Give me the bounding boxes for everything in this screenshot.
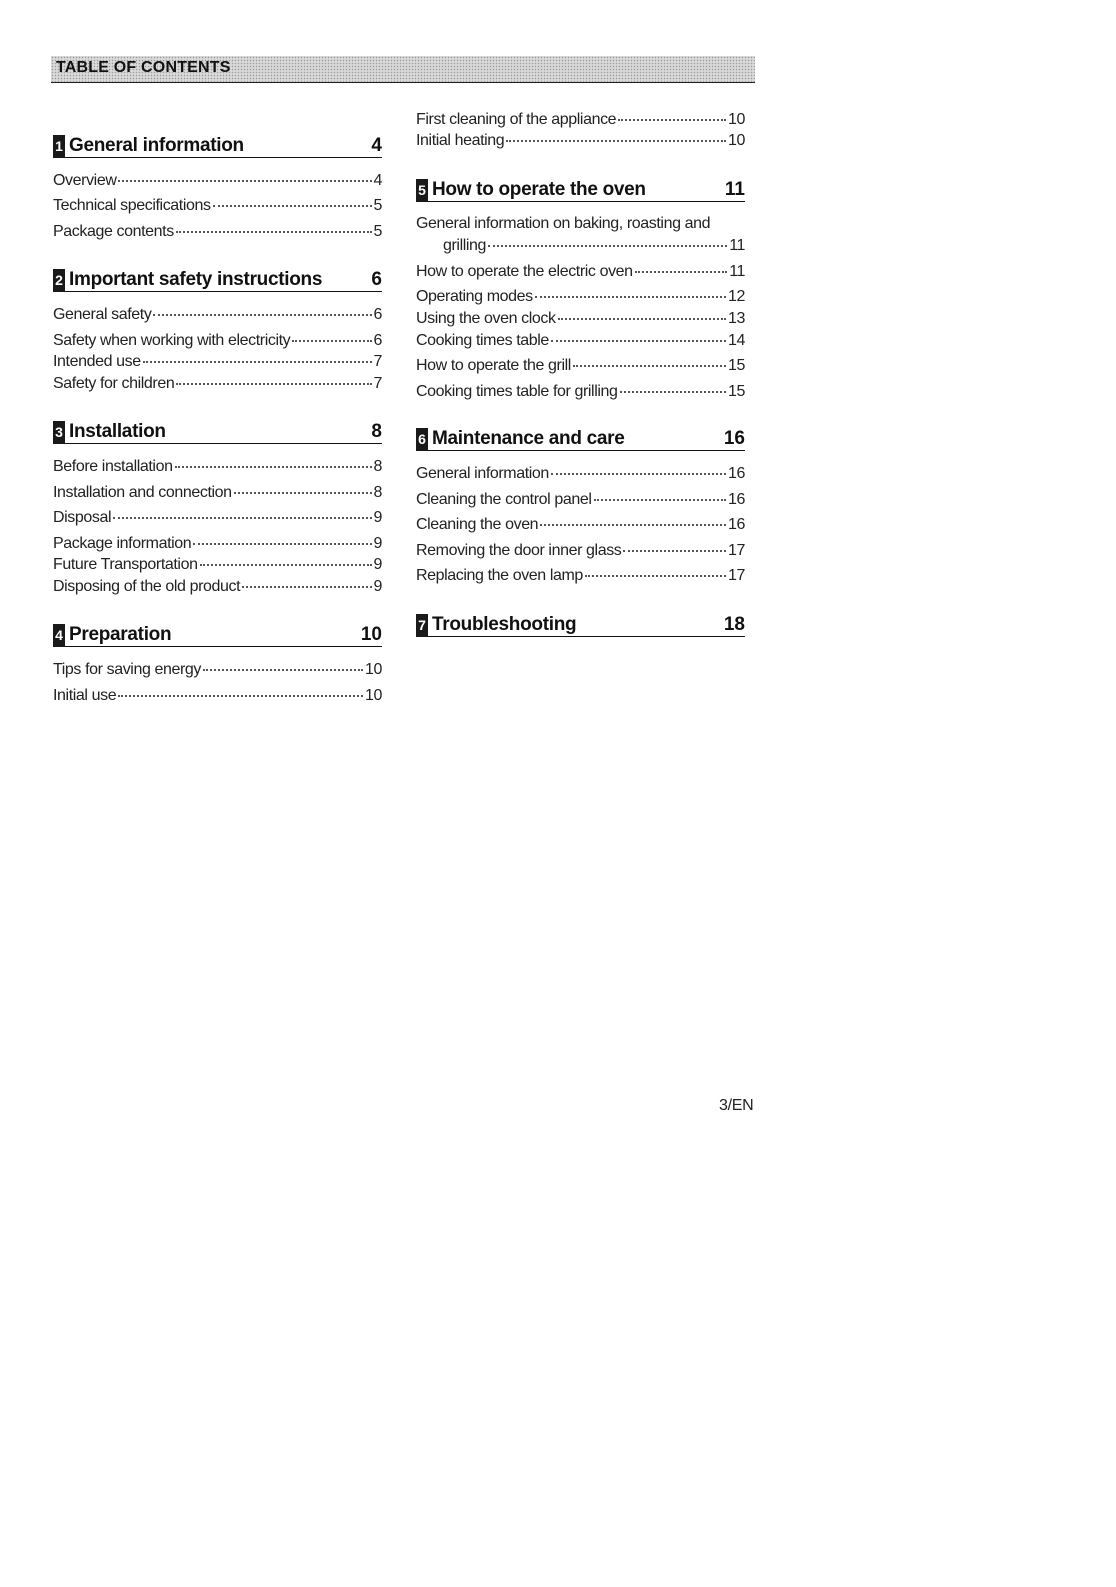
toc-entry-page: 13 bbox=[728, 310, 745, 327]
toc-entry-label: Cooking times table for grilling bbox=[416, 383, 618, 400]
toc-entry-label: Safety for children bbox=[53, 375, 175, 392]
section-number-badge: 6 bbox=[416, 428, 428, 451]
toc-entry-label: Initial heating bbox=[416, 132, 505, 149]
section-page-number: 10 bbox=[360, 624, 382, 645]
toc-entry-label: Initial use bbox=[53, 687, 117, 704]
toc-entry[interactable] bbox=[53, 332, 382, 350]
dot-leader bbox=[118, 695, 363, 697]
dot-leader bbox=[242, 586, 371, 588]
toc-title: TABLE OF CONTENTS bbox=[56, 59, 231, 76]
toc-entry-page: 10 bbox=[728, 111, 745, 128]
toc-entry-label: Cooking times table bbox=[416, 332, 549, 349]
toc-entry-page: 8 bbox=[373, 484, 382, 501]
section-preparation[interactable] bbox=[53, 621, 382, 647]
toc-entry-label: Disposing of the old product bbox=[53, 578, 241, 595]
toc-entry[interactable] bbox=[416, 132, 745, 150]
section-number-badge: 1 bbox=[53, 135, 65, 158]
toc-entry-label: General information bbox=[416, 465, 549, 482]
page-number-footer: 3/EN bbox=[719, 1097, 754, 1114]
toc-entry-label: Cleaning the control panel bbox=[416, 491, 592, 508]
toc-entry-label: First cleaning of the appliance bbox=[416, 111, 617, 128]
dot-leader bbox=[551, 340, 726, 342]
toc-entry[interactable] bbox=[53, 172, 382, 190]
dot-leader bbox=[118, 180, 371, 182]
dot-leader bbox=[203, 669, 363, 671]
toc-entry[interactable] bbox=[416, 263, 745, 281]
dot-leader bbox=[176, 231, 372, 233]
toc-entry-page: 9 bbox=[373, 556, 382, 573]
section-title: General information bbox=[69, 135, 244, 156]
toc-entry-label: Overview bbox=[53, 172, 117, 189]
toc-entry[interactable] bbox=[53, 306, 382, 324]
toc-entry-page: 7 bbox=[373, 375, 382, 392]
toc-entry[interactable] bbox=[53, 375, 382, 393]
toc-entry[interactable] bbox=[53, 223, 382, 241]
toc-entry[interactable] bbox=[53, 578, 382, 596]
toc-entry[interactable] bbox=[53, 197, 382, 215]
dot-leader bbox=[618, 119, 726, 121]
toc-entry[interactable] bbox=[416, 567, 745, 585]
dot-leader bbox=[153, 314, 371, 316]
toc-entry-line1[interactable] bbox=[416, 215, 745, 233]
dot-leader bbox=[558, 318, 726, 320]
dot-leader bbox=[193, 543, 371, 545]
toc-entry-label: General information on baking, roasting and bbox=[416, 215, 711, 232]
dot-leader bbox=[620, 391, 726, 393]
toc-entry-page: 4 bbox=[373, 172, 382, 189]
toc-entry-page: 16 bbox=[728, 491, 745, 508]
toc-entry-page: 10 bbox=[365, 661, 382, 678]
section-number-badge: 2 bbox=[53, 269, 65, 292]
dot-leader bbox=[506, 140, 726, 142]
toc-entry-label: Safety when working with electricity bbox=[53, 332, 291, 349]
toc-entry-label: Disposal bbox=[53, 509, 112, 526]
dot-leader bbox=[176, 383, 371, 385]
section-page-number: 18 bbox=[723, 614, 745, 635]
dot-leader bbox=[175, 466, 372, 468]
toc-entry[interactable] bbox=[53, 687, 382, 705]
toc-entry-label: Cleaning the oven bbox=[416, 516, 539, 533]
dot-leader bbox=[551, 473, 726, 475]
toc-entry[interactable] bbox=[53, 556, 382, 574]
toc-entry-page: 14 bbox=[728, 332, 745, 349]
dot-leader bbox=[594, 499, 726, 501]
toc-entry-page: 5 bbox=[373, 197, 382, 214]
dot-leader bbox=[535, 296, 726, 298]
dot-leader bbox=[488, 245, 727, 247]
toc-entry[interactable] bbox=[416, 383, 745, 401]
toc-entry-page: 15 bbox=[728, 383, 745, 400]
section-maintenance-and-care[interactable] bbox=[416, 425, 745, 451]
toc-entry-page: 6 bbox=[373, 306, 382, 323]
toc-entry[interactable] bbox=[53, 661, 382, 679]
dot-leader bbox=[292, 340, 371, 342]
toc-entry-page: 11 bbox=[729, 237, 745, 254]
toc-entry-label: Removing the door inner glass bbox=[416, 542, 622, 559]
dot-leader bbox=[573, 365, 726, 367]
dot-leader bbox=[540, 524, 726, 526]
section-troubleshooting[interactable] bbox=[416, 611, 745, 637]
dot-leader bbox=[113, 517, 371, 519]
toc-entry-page: 6 bbox=[373, 332, 382, 349]
toc-entry-page: 12 bbox=[728, 288, 745, 305]
toc-entry[interactable] bbox=[416, 542, 745, 560]
toc-entry-page: 11 bbox=[729, 263, 745, 280]
toc-entry[interactable] bbox=[416, 310, 745, 328]
toc-entry[interactable] bbox=[53, 484, 382, 502]
toc-entry-page: 9 bbox=[373, 509, 382, 526]
toc-entry-label: Package contents bbox=[53, 223, 174, 240]
toc-entry-label: Operating modes bbox=[416, 288, 533, 305]
toc-entry[interactable] bbox=[53, 535, 382, 553]
toc-entry-label: Using the oven clock bbox=[416, 310, 556, 327]
toc-entry-label: Before installation bbox=[53, 458, 173, 475]
dot-leader bbox=[234, 492, 372, 494]
section-number-badge: 4 bbox=[53, 624, 65, 647]
section-number-badge: 3 bbox=[53, 421, 65, 444]
toc-entry-page: 9 bbox=[373, 578, 382, 595]
section-title: Important safety instructions bbox=[69, 269, 323, 290]
toc-entry[interactable] bbox=[53, 353, 382, 371]
section-title: Troubleshooting bbox=[432, 614, 577, 635]
toc-entry-page: 16 bbox=[728, 465, 745, 482]
toc-entry-page: 16 bbox=[728, 516, 745, 533]
toc-entry-page: 17 bbox=[728, 567, 745, 584]
toc-entry-page: 17 bbox=[728, 542, 745, 559]
toc-entry[interactable] bbox=[416, 491, 745, 509]
toc-entry[interactable] bbox=[416, 288, 745, 306]
section-important-safety-instructions[interactable] bbox=[53, 266, 382, 292]
dot-leader bbox=[585, 575, 726, 577]
toc-entry-page: 9 bbox=[373, 535, 382, 552]
toc-entry-page: 5 bbox=[373, 223, 382, 240]
toc-entry-label: grilling bbox=[443, 237, 487, 254]
toc-entry-label: General safety bbox=[53, 306, 152, 323]
section-general-information[interactable] bbox=[53, 132, 382, 158]
toc-entry-page: 10 bbox=[728, 132, 745, 149]
toc-entry[interactable] bbox=[416, 357, 745, 375]
section-page-number: 4 bbox=[371, 135, 382, 156]
section-title: Preparation bbox=[69, 624, 172, 645]
dot-leader bbox=[143, 361, 372, 363]
toc-entry[interactable] bbox=[53, 509, 382, 527]
section-page-number: 8 bbox=[371, 421, 382, 442]
toc-header-bar bbox=[51, 56, 755, 83]
toc-entry-label: Future Transportation bbox=[53, 556, 198, 573]
toc-entry-label: How to operate the grill bbox=[416, 357, 571, 374]
toc-entry-page: 7 bbox=[373, 353, 382, 370]
section-title: Installation bbox=[69, 421, 166, 442]
section-page-number: 16 bbox=[723, 428, 745, 449]
toc-entry-page: 10 bbox=[365, 687, 382, 704]
toc-entry[interactable] bbox=[53, 458, 382, 476]
section-number-badge: 7 bbox=[416, 614, 428, 637]
dot-leader bbox=[635, 271, 728, 273]
section-page-number: 11 bbox=[724, 179, 745, 200]
toc-entry-label: Installation and connection bbox=[53, 484, 232, 501]
dot-leader bbox=[213, 205, 372, 207]
toc-entry-label: Technical specifications bbox=[53, 197, 211, 214]
toc-entry-label: Tips for saving energy bbox=[53, 661, 202, 678]
toc-entry-label: Replacing the oven lamp bbox=[416, 567, 583, 584]
section-title: Maintenance and care bbox=[432, 428, 625, 449]
toc-entry[interactable] bbox=[416, 332, 745, 350]
toc-entry-label: How to operate the electric oven bbox=[416, 263, 633, 280]
toc-entry[interactable] bbox=[416, 237, 745, 255]
toc-entry-page: 8 bbox=[373, 458, 382, 475]
section-number-badge: 5 bbox=[416, 179, 428, 202]
toc-entry-page: 15 bbox=[728, 357, 745, 374]
toc-entry-label: Package information bbox=[53, 535, 192, 552]
section-title: How to operate the oven bbox=[432, 179, 646, 200]
toc-entry[interactable] bbox=[416, 465, 745, 483]
section-page-number: 6 bbox=[371, 269, 382, 290]
toc-entry[interactable] bbox=[416, 111, 745, 129]
toc-entry[interactable] bbox=[416, 516, 745, 534]
dot-leader bbox=[623, 550, 726, 552]
dot-leader bbox=[200, 564, 372, 566]
section-installation[interactable] bbox=[53, 418, 382, 444]
toc-entry-label: Intended use bbox=[53, 353, 141, 370]
section-how-to-operate-the-oven[interactable] bbox=[416, 176, 745, 202]
